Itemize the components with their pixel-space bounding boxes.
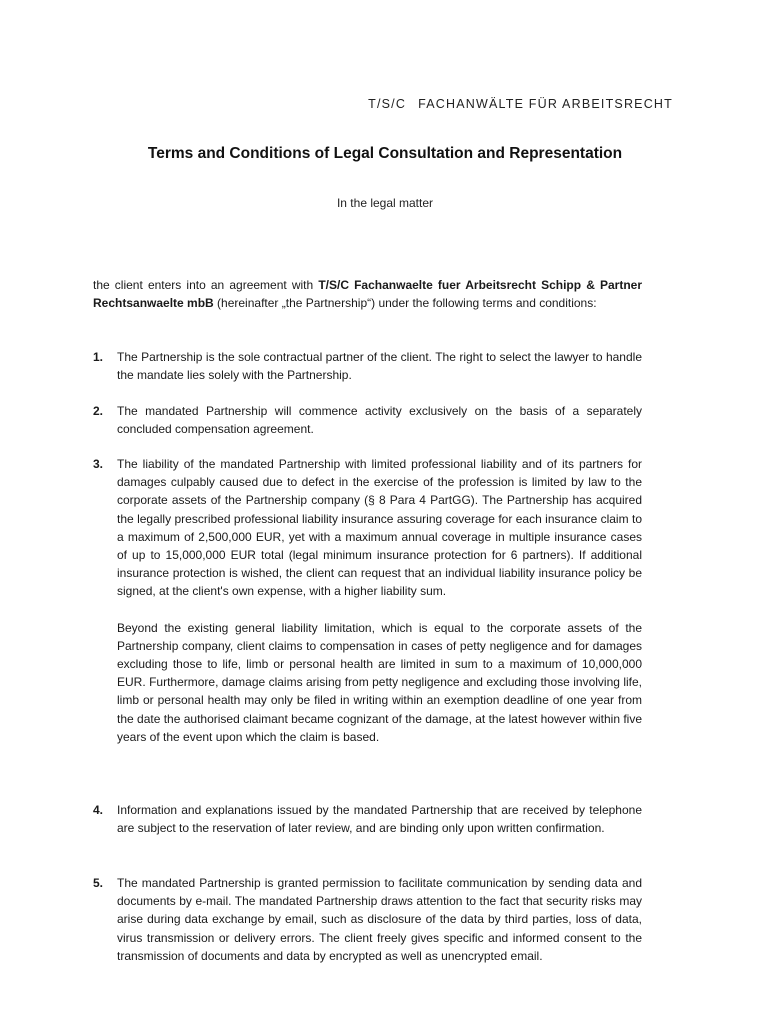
intro-suffix: (hereinafter „the Partnership“) under the following terms and conditions: bbox=[213, 296, 597, 311]
clause-number: 2. bbox=[93, 404, 104, 418]
clause-number: 3. bbox=[93, 457, 104, 471]
clause-number: 1. bbox=[93, 350, 104, 364]
clause-text: The liability of the mandated Partnership with limited professional liability and of its partners for damages culpably caused due to defect in the exercise of the profession is limited by law to the corporate assets of the Partnership company (§ 8 Para 4 PartGG). The Partnership has acquired the legally prescribed professional liability insurance assuring coverage for each insurance claim to a maximum of 2,500,000 EUR, yet with a maximum annual coverage in multiple insurance cases of up to 15,000,000 EUR total (legal minimum insurance protection for 6 partners). If additional insurance protection is wished, the client can request that an individual liability insurance policy be signed, at the client's own expense, with a higher liability sum. bbox=[117, 457, 642, 599]
clause-number: 4. bbox=[93, 803, 104, 817]
clause-text: The mandated Partnership will commence activity exclusively on the basis of a separately concluded compensation agreement. bbox=[117, 404, 642, 437]
clause-1 bbox=[93, 348, 642, 384]
intro-paragraph bbox=[93, 276, 642, 313]
partner-name: T/S/C Fachanwaelte fuer Arbeitsrecht Schipp & Partner Rechtsanwaelte mbB bbox=[93, 278, 643, 311]
clause-text: Information and explanations issued by the mandated Partnership that are received by telephone are subject to the reservation of later review, and are binding only upon written confirmation. bbox=[117, 803, 642, 836]
clause-text: The mandated Partnership is granted permission to facilitate communication by sending data and documents by e-mail. The mandated Partnership draws attention to the fact that security risks may arise during data exchange by email, such as disclosure of the data by third parties, loss of data, virus transmission or delivery errors. The client freely gives specific and informed consent to the transmission of documents and data by encrypted as well as unencrypted email. bbox=[117, 876, 642, 963]
document-title: Terms and Conditions of Legal Consultation and Representation bbox=[147, 145, 623, 162]
letterhead-firm-name: FACHANWÄLTE FÜR ARBEITSRECHT bbox=[418, 97, 673, 111]
clause-2 bbox=[93, 402, 642, 438]
letterhead bbox=[368, 97, 673, 111]
clause-number: 5. bbox=[93, 876, 104, 890]
clause-5 bbox=[93, 874, 642, 965]
clause-text: Beyond the existing general liability limitation, which is equal to the corporate assets of the Partnership company, client claims to compensation in cases of petty negligence and for damages excluding those to life, limb or personal health are limited in sum to a maximum of 10,000,000 EUR. Furthermore, damage claims arising from petty negligence and excluding those involving life, limb or personal health may only be filed in writing within an exemption deadline of one year from the date the authorised claimant became cognizant of the damage, at the latest however within five years of the event upon which the claim is based. bbox=[117, 620, 642, 744]
document-subtitle: In the legal matter bbox=[336, 196, 434, 210]
letterhead-mark: T/S/C bbox=[368, 97, 407, 111]
clause-3 bbox=[93, 455, 642, 746]
intro-prefix: the client enters into an agreement with bbox=[93, 278, 319, 292]
clause-text: The Partnership is the sole contractual partner of the client. The right to select the lawyer to handle the mandate lies solely with the Partnership. bbox=[117, 350, 642, 383]
clause-4 bbox=[93, 801, 642, 837]
